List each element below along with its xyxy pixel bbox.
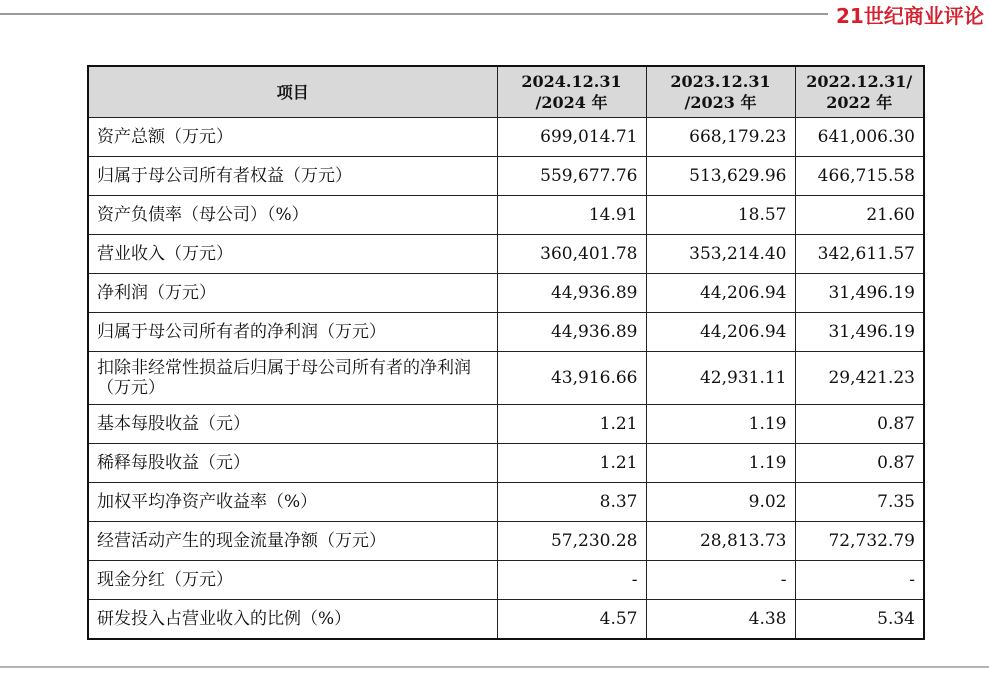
cell-2024: 44,936.89 — [497, 313, 646, 352]
table-row — [88, 118, 924, 157]
table-row — [88, 274, 924, 313]
header-item — [88, 66, 497, 118]
row-label: 净利润（万元） — [88, 274, 497, 313]
cell-2023: 42,931.11 — [646, 352, 795, 405]
table-row — [88, 235, 924, 274]
cell-2022: 466,715.58 — [795, 157, 924, 196]
cell-2022: 5.34 — [795, 600, 924, 640]
row-label: 资产负债率（母公司）（%） — [88, 196, 497, 235]
header-2022-date: 2022.12.31/ — [806, 72, 913, 91]
cell-2022: 0.87 — [795, 405, 924, 444]
row-label-cell — [88, 352, 497, 405]
row-label: 经营活动产生的现金流量净额（万元） — [88, 522, 497, 561]
cell-2024: 1.21 — [497, 444, 646, 483]
cell-2022: 31,496.19 — [795, 274, 924, 313]
bottom-divider — [0, 666, 989, 668]
table-row — [88, 600, 924, 640]
cell-2022: 7.35 — [795, 483, 924, 522]
table-row — [88, 522, 924, 561]
header-2022 — [795, 66, 924, 118]
table-row — [88, 405, 924, 444]
table-row — [88, 313, 924, 352]
cell-2023: 44,206.94 — [646, 313, 795, 352]
cell-2024: 360,401.78 — [497, 235, 646, 274]
cell-2022: 29,421.23 — [795, 352, 924, 405]
cell-2023: 513,629.96 — [646, 157, 795, 196]
table-row — [88, 352, 924, 405]
brand-logo: 21世纪商业评论 — [836, 4, 984, 28]
row-label: 基本每股收益（元） — [88, 405, 497, 444]
table-header-row — [88, 66, 924, 118]
cell-2022: 342,611.57 — [795, 235, 924, 274]
header-2023 — [646, 66, 795, 118]
top-divider — [0, 13, 828, 15]
cell-2023: 353,214.40 — [646, 235, 795, 274]
cell-2022: 31,496.19 — [795, 313, 924, 352]
cell-2024: 1.21 — [497, 405, 646, 444]
financial-table — [87, 65, 925, 640]
cell-2024: 699,014.71 — [497, 118, 646, 157]
table-row — [88, 157, 924, 196]
cell-2022: 72,732.79 — [795, 522, 924, 561]
row-label: 研发投入占营业收入的比例（%） — [88, 600, 497, 640]
cell-2023: 4.38 — [646, 600, 795, 640]
cell-2022: - — [795, 561, 924, 600]
cell-2022: 21.60 — [795, 196, 924, 235]
table-row — [88, 444, 924, 483]
cell-2024: 43,916.66 — [497, 352, 646, 405]
cell-2024: 57,230.28 — [497, 522, 646, 561]
cell-2023: 1.19 — [646, 444, 795, 483]
header-2023-year: /2023 年 — [684, 93, 757, 112]
header-2024 — [497, 66, 646, 118]
row-label: 现金分红（万元） — [88, 561, 497, 600]
row-label: 归属于母公司所有者的净利润（万元） — [88, 313, 497, 352]
row-label: 稀释每股收益（元） — [88, 444, 497, 483]
cell-2022: 0.87 — [795, 444, 924, 483]
cell-2024: - — [497, 561, 646, 600]
header-2023-date: 2023.12.31 — [670, 72, 771, 91]
header-item-label: 项目 — [276, 82, 309, 102]
row-label: 营业收入（万元） — [88, 235, 497, 274]
cell-2022: 641,006.30 — [795, 118, 924, 157]
cell-2024: 4.57 — [497, 600, 646, 640]
cell-2023: 9.02 — [646, 483, 795, 522]
row-label: 加权平均净资产收益率（%） — [88, 483, 497, 522]
cell-2024: 559,677.76 — [497, 157, 646, 196]
cell-2024: 8.37 — [497, 483, 646, 522]
header-2022-year: 2022 年 — [826, 93, 893, 112]
cell-2023: - — [646, 561, 795, 600]
table-row — [88, 561, 924, 600]
row-label: 扣除非经常性损益后归属于母公司所有者的净利润（万元） — [97, 358, 471, 398]
table-row — [88, 483, 924, 522]
cell-2024: 44,936.89 — [497, 274, 646, 313]
cell-2023: 28,813.73 — [646, 522, 795, 561]
cell-2023: 668,179.23 — [646, 118, 795, 157]
header-2024-year: /2024 年 — [535, 93, 608, 112]
cell-2023: 44,206.94 — [646, 274, 795, 313]
cell-2024: 14.91 — [497, 196, 646, 235]
cell-2023: 18.57 — [646, 196, 795, 235]
row-label: 资产总额（万元） — [88, 118, 497, 157]
table-row — [88, 196, 924, 235]
header-2024-date: 2024.12.31 — [521, 72, 622, 91]
row-label: 归属于母公司所有者权益（万元） — [88, 157, 497, 196]
cell-2023: 1.19 — [646, 405, 795, 444]
